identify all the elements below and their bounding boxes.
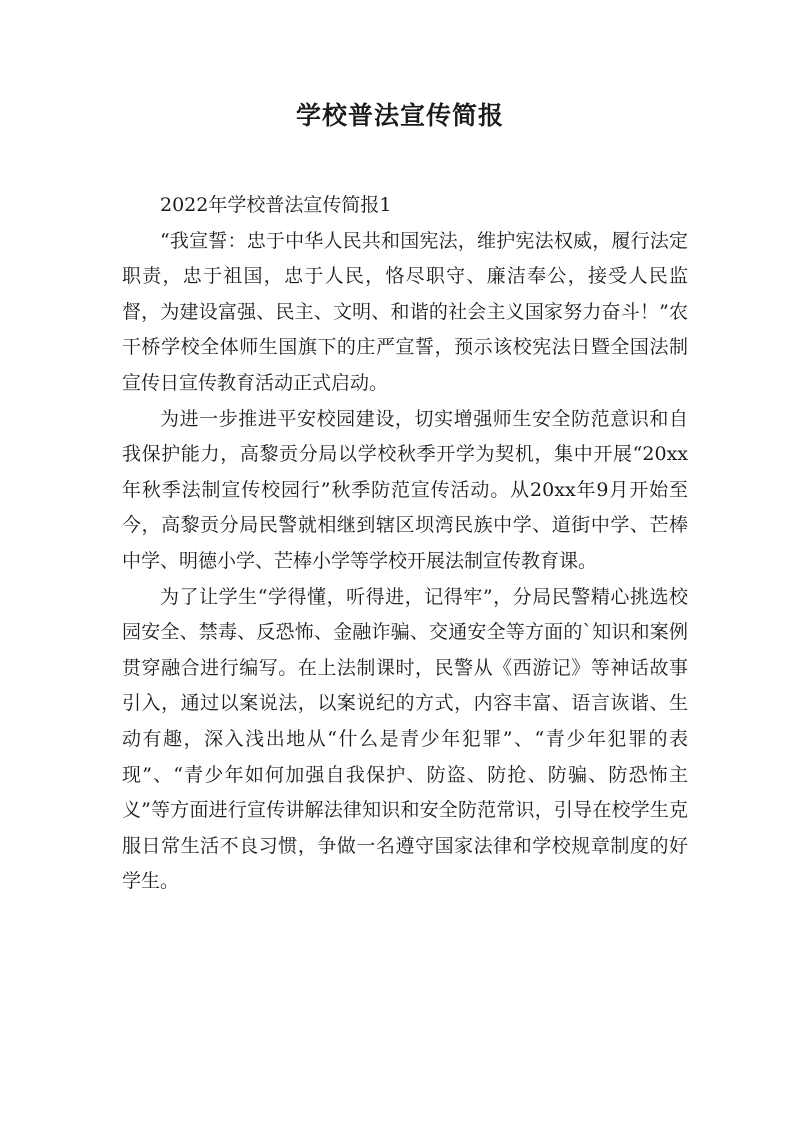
paragraph-campaign: 为进一步推进平安校园建设，切实增强师生安全防范意识和自我保护能力，高黎贡分局以学校秋季开学为契机，集中开展“20xx年秋季法制宣传校园行”秋季防范宣传活动。从20xx年9月开始至今，高黎贡分局民警就相继到辖区坝湾民族中学、道街中学、芒棒中学、明德小学、芒棒小学等学校开展法制宣传教育课。 <box>122 407 688 572</box>
document-body <box>122 188 688 900</box>
paragraph-oath: “我宣誓：忠于中华人民共和国宪法，维护宪法权威，履行法定职责，忠于祖国，忠于人民，恪尽职守、廉洁奉公，接受人民监督，为建设富强、民主、文明、和谐的社会主义国家努力奋斗！”农干桥学校全体师生国旗下的庄严宣誓，预示该校宪法日暨全国法制宣传日宣传教育活动正式启动。 <box>122 229 688 394</box>
report-subtitle: 2022年学校普法宣传简报1 <box>160 194 392 216</box>
page-title: 学校普法宣传简报 <box>295 101 504 130</box>
paragraph-lessons: 为了让学生“学得懂，听得进，记得牢”，分局民警精心挑选校园安全、禁毒、反恐怖、金融诈骗、交通安全等方面的`知识和案例贯穿融合进行编写。在上法制课时，民警从《西游记》等神话故事引入，通过以案说法，以案说纪的方式，内容丰富、语言诙谐、生动有趣，深入浅出地从“什么是青少年犯罪”、“青少年犯罪的表现”、“青少年如何加强自我保护、防盗、防抢、防骗、防恐怖主义”等方面进行宣传讲解法律知识和安全防范常识，引导在校学生克服日常生活不良习惯，争做一名遵守国家法律和学校规章制度的好学生。 <box>122 585 688 893</box>
